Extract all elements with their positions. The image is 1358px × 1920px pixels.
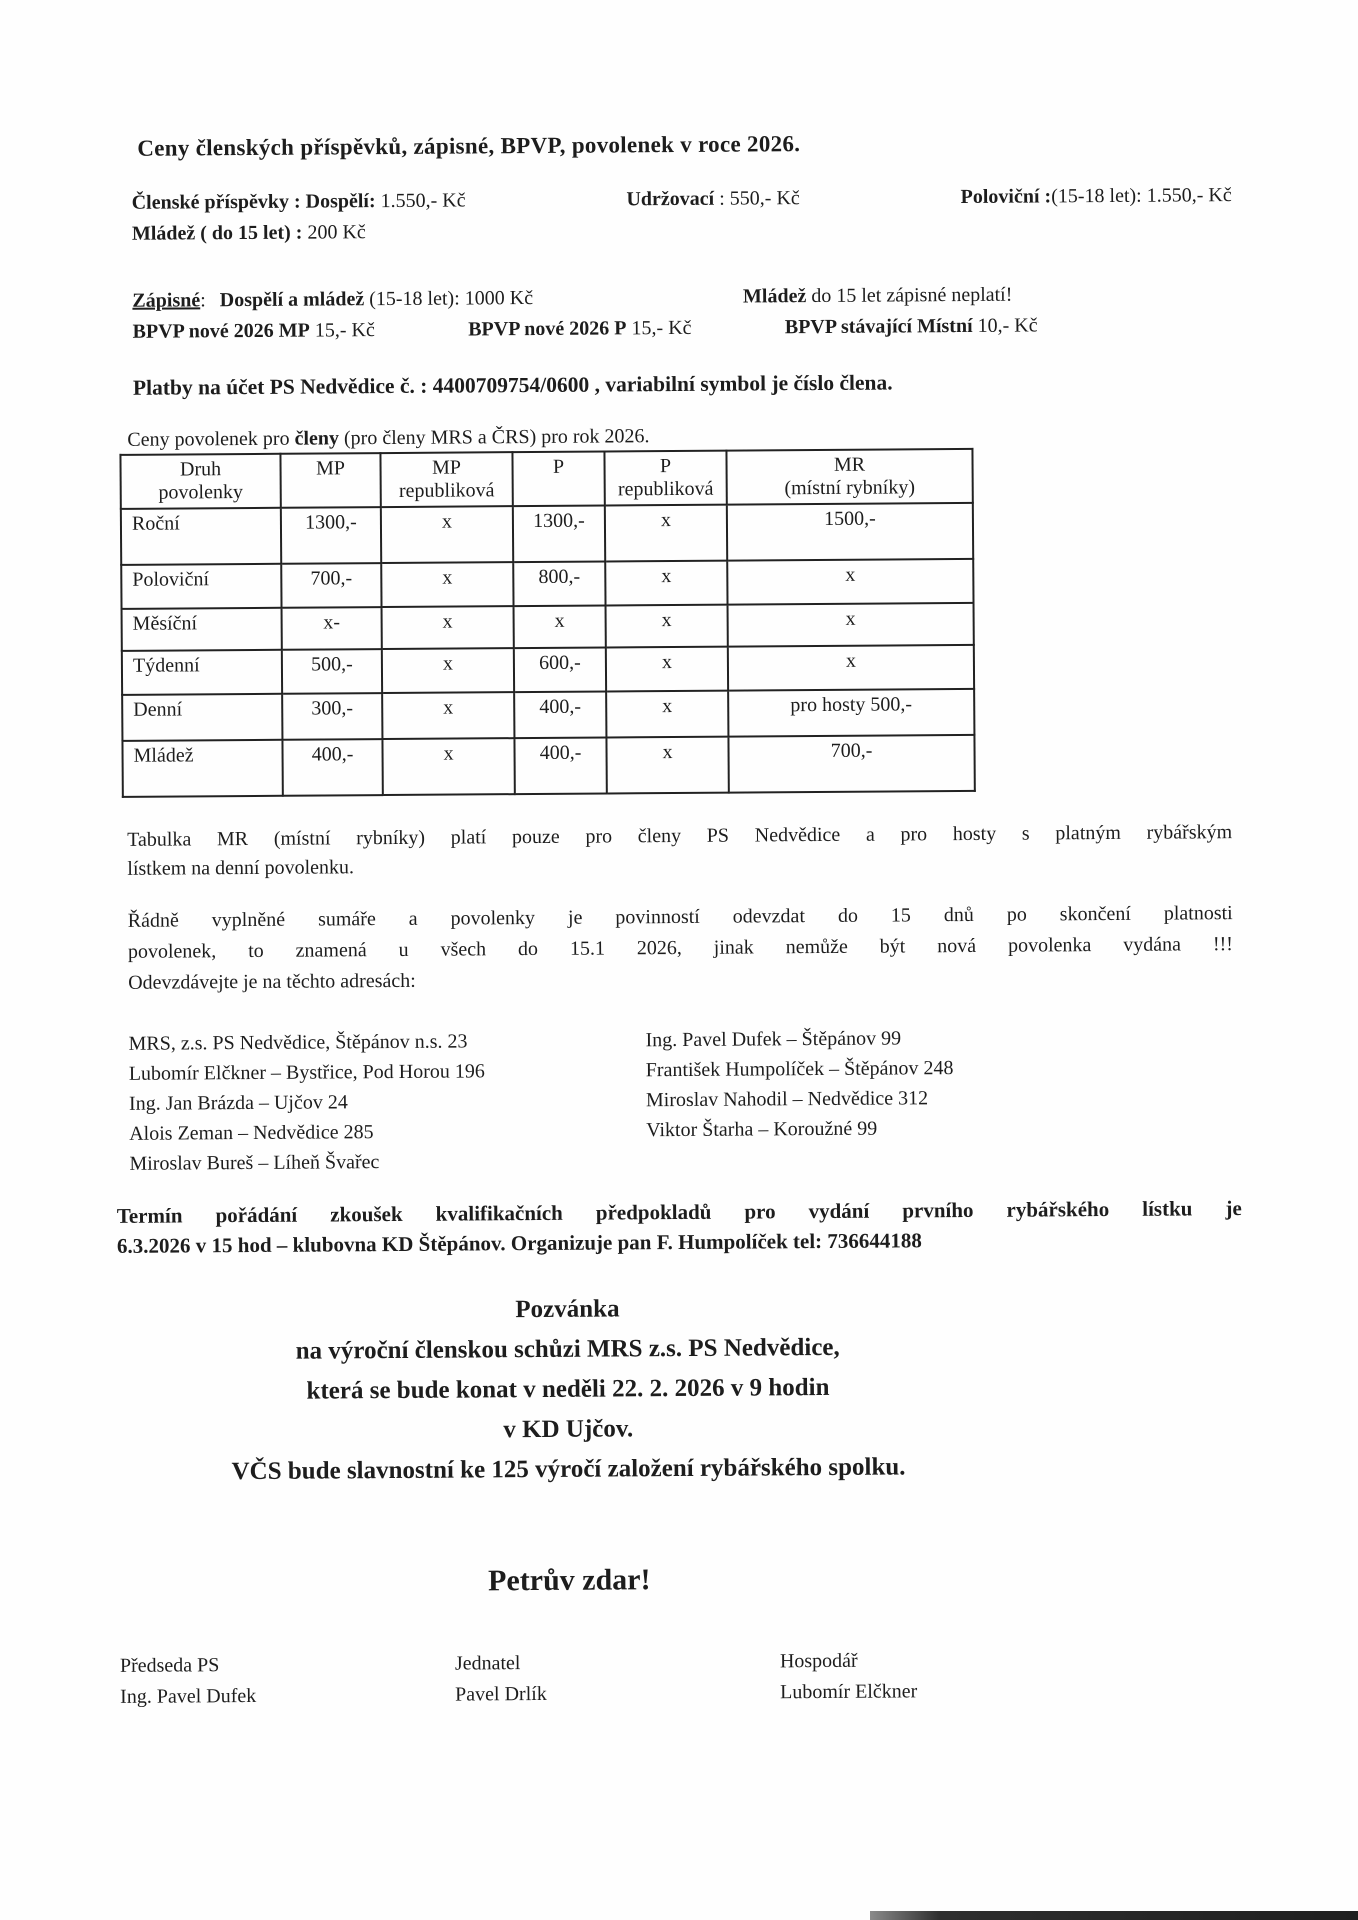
note-line: Odevzdávejte je na těchto adresách: [128, 969, 416, 994]
invitation-line: na výroční členskou schůzi MRS z.s. PS Nedvědice, [295, 1333, 840, 1365]
signature-block [455, 1646, 780, 1710]
table-header-cell [120, 454, 280, 509]
address-line: Lubomír Elčkner – Bystřice, Pod Horou 196 [128, 1060, 485, 1085]
price-cell: 700,- [281, 563, 381, 608]
signature-role: Hospodář [779, 1649, 858, 1673]
fees-section [132, 179, 1354, 348]
signature-block [780, 1645, 918, 1708]
invitation-heading: Pozvánka [515, 1295, 620, 1324]
permit-return-note [128, 898, 1234, 999]
address-line: Miroslav Bureš – Líheň Švařec [129, 1151, 380, 1175]
exam-line: 6.3.2026 v 15 hod – klubovna KD Štěpánov. Organizuje pan F. Humpolíček tel: 736644188 [116, 1228, 922, 1258]
meeting-invitation [62, 1286, 1073, 1493]
price-cell: x [514, 606, 606, 649]
permit-type-cell: Měsíční [122, 608, 282, 651]
table-header-cell [604, 451, 726, 506]
table-row [122, 645, 974, 695]
permit-type-cell: Denní [122, 694, 282, 741]
price-cell: x [606, 737, 728, 794]
header-line: povolenky [158, 481, 244, 504]
price-cell: 1300,- [281, 507, 381, 564]
table-header-cell [726, 449, 972, 505]
header-line: republiková [617, 477, 714, 501]
page-title: Ceny členských příspěvků, zápisné, BPVP, povolenek v roce 2026. [137, 131, 801, 161]
youth-fee: Mládež ( do 15 let) : 200 Kč [131, 221, 366, 245]
price-cell: 500,- [282, 649, 382, 694]
price-cell: 1500,- [727, 503, 973, 561]
table-row [121, 559, 973, 609]
price-cell: x [728, 645, 974, 691]
permit-price-table [119, 448, 975, 798]
table-row [121, 503, 973, 565]
price-cell: 300,- [282, 693, 382, 740]
permit-type-cell: Týdenní [122, 650, 282, 695]
bpvp-existing: BPVP stávající Místní 10,- Kč [784, 314, 1038, 339]
bpvp-new-p: BPVP nové 2026 P 15,- Kč [468, 316, 692, 341]
table-row [122, 689, 974, 741]
price-cell: x [728, 603, 974, 647]
price-cell: x [382, 648, 514, 693]
header-line: republiková [398, 479, 495, 502]
youth-fee-line [132, 211, 1232, 250]
permit-type-cell: Roční [121, 508, 281, 565]
payment-instruction: Platby na účet PS Nedvědice č. : 4400709754/0600 , variabilní symbol je číslo člena. [132, 370, 893, 400]
permit-table-caption: Ceny povolenek pro členy (pro členy MRS a ČRS) pro rok 2026. [127, 425, 650, 451]
exam-announcement [117, 1193, 1242, 1261]
price-cell: 400,- [282, 739, 382, 796]
table-header-cell [512, 452, 604, 507]
header-line: P [552, 455, 565, 478]
price-cell: x [382, 606, 514, 649]
invitation-line: která se bude konat v neděli 22. 2. 2026 v 9 hodin [306, 1373, 830, 1405]
entry-and-bpvp-block [132, 277, 1353, 348]
price-cell: x [727, 559, 973, 605]
address-list-right [645, 1023, 954, 1175]
price-cell: x [381, 562, 513, 607]
price-cell: 400,- [514, 738, 606, 795]
permit-table-head-row [120, 449, 972, 509]
permit-table-body [121, 503, 975, 797]
price-cell: x [606, 691, 728, 738]
header-line: MP [432, 456, 462, 479]
mr-table-note [127, 818, 1232, 884]
header-line: Druh [179, 458, 222, 481]
bpvp-new-mp: BPVP nové 2026 MP 15,- Kč [132, 319, 375, 343]
price-cell: 600,- [514, 648, 606, 693]
entry-fee: Zápisné: Dospělí a mládež (15-18 let): 1000 Kč [132, 287, 534, 312]
signature-name: Lubomír Elčkner [780, 1680, 918, 1704]
header-line [288, 480, 374, 504]
note-line: povolenek, to znamená u všech do 15.1 2026, jinak nemůže být nová povolenka vydána !!! [127, 933, 1233, 963]
address-section [128, 1020, 1358, 1179]
note-line: Tabulka MR (místní rybníky) platí pouze pro členy PS Nedvědice a pro hosty s platným rybářským [127, 821, 1233, 851]
signature-name: Ing. Pavel Dufek [120, 1684, 257, 1708]
address-line: František Humpolíček – Štěpánov 248 [645, 1057, 954, 1082]
note-line: lístkem na denní povolenku. [127, 856, 355, 880]
permit-type-cell: Mládež [122, 740, 282, 797]
adult-fee: Členské příspěvky : Dospělí: 1.550,- Kč [131, 189, 466, 214]
price-cell: x [382, 738, 514, 795]
maintenance-fee: Udržovací : 550,- Kč [626, 187, 800, 211]
address-line: MRS, z.s. PS Nedvědice, Štěpánov n.s. 23 [128, 1030, 468, 1055]
entry-youth-note: Mládež do 15 let zápisné neplatí! [742, 283, 1013, 308]
price-cell: x- [282, 607, 382, 650]
invitation-line: VČS bude slavnostní ke 125 výročí založení rybářského spolku. [231, 1453, 906, 1486]
price-cell: x [382, 692, 514, 739]
scan-artifact-bar [870, 1911, 1358, 1920]
invitation-line: v KD Ujčov. [503, 1415, 634, 1444]
signature-role: Jednatel [454, 1652, 521, 1675]
table-row [122, 735, 974, 797]
table-row [122, 603, 974, 651]
address-line: Ing. Jan Brázda – Ujčov 24 [128, 1091, 348, 1115]
header-line: MR [833, 453, 866, 476]
header-line: P [659, 455, 672, 478]
price-cell: x [605, 505, 727, 562]
address-line: Ing. Pavel Dufek – Štěpánov 99 [645, 1027, 902, 1052]
signature-name: Pavel Drlík [455, 1682, 547, 1706]
address-line: Alois Zeman – Nedvědice 285 [129, 1121, 374, 1145]
half-fee: Poloviční :(15-18 let): 1.550,- Kč [960, 184, 1232, 209]
header-line: (místní rybníky) [784, 476, 916, 500]
header-line [520, 479, 598, 503]
price-cell: x [606, 605, 728, 648]
table-header-cell [280, 453, 380, 508]
price-cell: x [381, 506, 513, 563]
exam-line: Termín pořádání zkoušek kvalifikačních předpokladů pro vydání prvního rybářského lístku je [116, 1196, 1242, 1228]
address-line: Viktor Štarha – Koroužné 99 [646, 1117, 878, 1142]
price-cell: x [605, 561, 727, 606]
price-cell: x [606, 647, 728, 692]
closing-greeting: Petrův zdar! [487, 1563, 651, 1598]
signature-block [120, 1649, 455, 1713]
price-cell: 1300,- [513, 506, 605, 563]
price-cell: 800,- [513, 562, 605, 607]
signature-role: Předseda PS [119, 1654, 220, 1677]
signature-row [120, 1642, 1358, 1713]
address-list-left [128, 1025, 646, 1179]
price-cell: 700,- [728, 735, 974, 793]
table-header-cell [380, 452, 512, 507]
note-line: Řádně vyplněné sumáře a povolenky je povinností odevzdat do 15 dnů po skončení platnosti [127, 902, 1233, 932]
price-cell: pro hosty 500,- [728, 689, 974, 737]
bpvp-line [132, 310, 1037, 347]
header-line: MP [316, 457, 346, 480]
address-line: Miroslav Nahodil – Nedvědice 312 [645, 1087, 929, 1112]
price-cell: 400,- [514, 692, 606, 739]
permit-type-cell: Poloviční [121, 564, 281, 609]
